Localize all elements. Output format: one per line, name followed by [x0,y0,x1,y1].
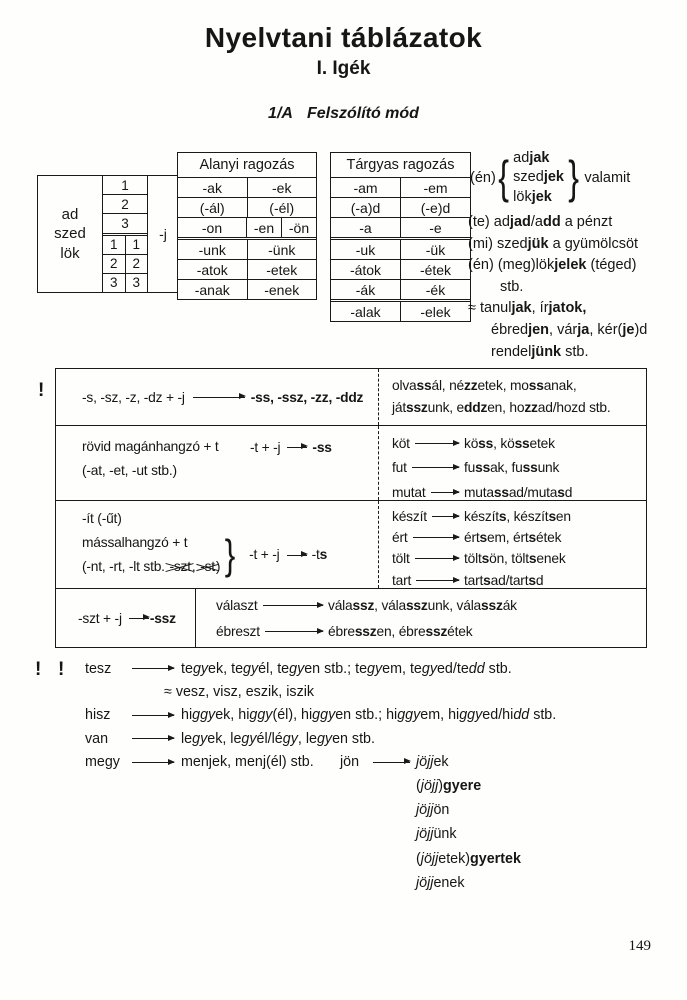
arrow-icon [287,447,307,448]
alanyi-table [177,152,317,300]
object-word: valamit [584,170,631,186]
table-row: (-ál) (-él) [178,197,316,217]
example-verbs-cell [37,175,103,293]
example-line: rendeljünk stb. [491,343,589,360]
example-line: (mi) szedjük a gyümölcsöt [468,235,639,252]
example-forms: fussak, fussunk [464,460,560,476]
arrow-icon [132,668,174,669]
table-row: -a -e [331,217,470,237]
rule-condition: mássalhangzó + t [82,535,188,550]
irregular-forms: ( jöjj etek) gyertek [416,850,521,867]
irregular-forms: menjek, menj(él) stb. [181,754,314,771]
example-line: ébredjen, várja, kér(je)d [491,321,648,338]
example-verb: ért [392,530,408,546]
arrow-icon [193,397,245,398]
example-forms: köss, kössetek [464,435,555,451]
targyas-header: Tárgyas ragozás [331,153,470,178]
example-verb: köt [392,435,410,451]
verb-ad: ad [61,205,79,223]
open-brace: { [498,151,509,204]
person-pl-2: 2 2 [103,254,147,273]
person-sg-3: 3 [103,213,147,232]
verb-person-table [37,175,179,293]
rule-condition: rövid magánhangzó + t [82,439,219,454]
table-row: -átok -étek [331,259,470,279]
example-forms: mutassad/mutasd [464,484,573,500]
irregular-verb: hisz [85,707,111,724]
person-number-column [103,175,148,293]
table-row: -ák -ék [331,279,470,299]
irregular-forms: legyek, legyél/légy, legyen stb. [181,730,375,747]
example-verb: készít [392,509,427,525]
irregular-forms: jöjj ön [416,802,450,819]
page-title: Nyelvtani táblázatok [204,22,483,53]
section-title [0,105,687,123]
rule-lhs: -t + -j [250,439,281,455]
assimilation-rules-table [55,368,647,648]
person-sg-2: 2 [103,194,147,213]
example-verb: tölt [392,551,410,567]
irregular-forms: higgyek, higgy(él), higgyen stb.; higgyem, higgyed/hidd stb. [181,707,557,724]
irregular-verb: jön [340,754,360,770]
irregular-verb: van [85,730,109,747]
arrow-icon [265,631,323,632]
table-row: -uk -ük [331,237,470,259]
arrow-icon [132,738,174,739]
rule-examples: olvassál, nézzetek, mossanak, [392,377,577,393]
example-line: ≈ tanuljak, írjatok, [468,300,587,317]
example-forms: készíts, készítsen [464,509,571,525]
rule-rhs: -ss, -ssz, -zz, -ddz [250,389,364,405]
arrow-icon [432,516,459,517]
table-row: -ak -ek [178,178,316,197]
example-forms: ébresszen, ébresszétek [328,623,473,639]
rule-rhs: -ssz [149,610,176,626]
page-number: 149 [628,938,651,954]
arrow-icon [263,605,323,606]
table-row: (-a)d (-e)d [331,197,470,217]
irregular-verb: megy [85,754,120,771]
en-brace-example [470,146,630,210]
example-verb: fut [392,460,407,476]
verb-lok: lök [60,244,80,262]
example-forms: tartsad/tartsd [464,572,544,588]
brace-items: adjak szedjek lökjek [513,149,564,205]
irregular-forms: tegyek, tegyél, tegyen stb.; tegyem, tegyed/tedd stb. [181,660,512,677]
rule-rhs: -ts [311,547,328,562]
rule-row-short-vowel-t [56,425,646,500]
example-forms: töltsön, töltsenek [464,551,566,567]
section-name: Felszólító mód [306,105,419,122]
example-verb: ébreszt [216,623,260,639]
rule-lhs: -t + -j [249,547,280,562]
pronoun-en: (én) [470,170,496,186]
person-sg-1: 1 [121,177,129,193]
arrow-icon [415,558,459,559]
example-line: (te) adjad/add a pénzt [468,214,613,230]
irregular-forms: ( jöjj ) gyere [416,778,482,795]
rule-row-consonant-t [56,500,646,588]
irregular-forms: jöjj ünk [416,826,457,843]
arrow-icon [132,762,174,763]
arrow-icon [431,492,459,493]
example-verb: tart [392,572,412,588]
arrow-icon [412,467,459,468]
irregular-forms: jöjj enek [416,874,465,891]
rule-condition: -ít (-űt) [82,511,122,526]
targyas-table [330,152,471,322]
close-brace: } [568,151,580,204]
example-line: stb. [500,278,524,295]
rule-rhs: -ss [312,439,332,455]
irregular-forms: jöjjek [416,754,449,770]
table-row: -alak -elek [331,299,470,321]
irregular-verb: tesz [85,660,112,677]
example-verb: mutat [392,484,426,500]
jon-paradigm-block [340,750,521,895]
section-number: 1/A [268,105,293,122]
example-verb: választ [216,598,258,614]
rule-condition: (-at, -et, -ut stb.) [82,463,177,478]
arrow-icon [413,537,459,538]
person-pl-3: 3 3 [103,273,147,292]
table-row: -am -em [331,178,470,197]
warning-mark: ! [38,380,45,401]
person-pl-1: 1 1 [103,233,147,254]
warning-mark: ! [58,659,65,680]
arrow-icon [373,762,410,763]
close-brace: } [225,531,236,579]
rule-lhs: -s, -sz, -z, -dz + -j [82,389,185,405]
rule-lhs: -szt + -j [78,610,122,626]
table-row: -anak -enek [178,279,316,299]
j-suffix-cell: -j [148,175,179,293]
pronoun-example-lines [468,212,687,363]
table-row: -atok -etek [178,259,316,279]
arrow-icon [287,555,307,556]
example-forms: értsem, értsétek [464,530,562,546]
rule-condition: (-nt, -rt, -lt stb. -szt, -st) [82,555,220,579]
arrow-icon [129,618,149,619]
rule-row-szt [56,588,646,647]
arrow-icon [416,580,459,581]
arrow-icon [132,715,174,716]
example-line: (én) (meg)lökjelek (téged) [468,257,637,274]
chapter-title: I. Igék [316,58,371,79]
example-forms: válassz, válasszunk, válasszák [328,598,517,614]
arrow-icon [415,443,459,444]
similar-verbs-note: ≈ vesz, visz, eszik, iszik [164,684,315,701]
table-row: -on -en -ön [178,217,316,237]
warning-mark: ! [35,659,42,680]
rule-examples: játsszunk, eddzen, hozzad/hozd stb. [392,400,611,415]
rule-row-sibilants [56,369,646,425]
table-row: -unk -ünk [178,237,316,259]
alanyi-header: Alanyi ragozás [178,153,316,178]
page-header [0,22,687,123]
verb-szed: szed [54,225,86,243]
